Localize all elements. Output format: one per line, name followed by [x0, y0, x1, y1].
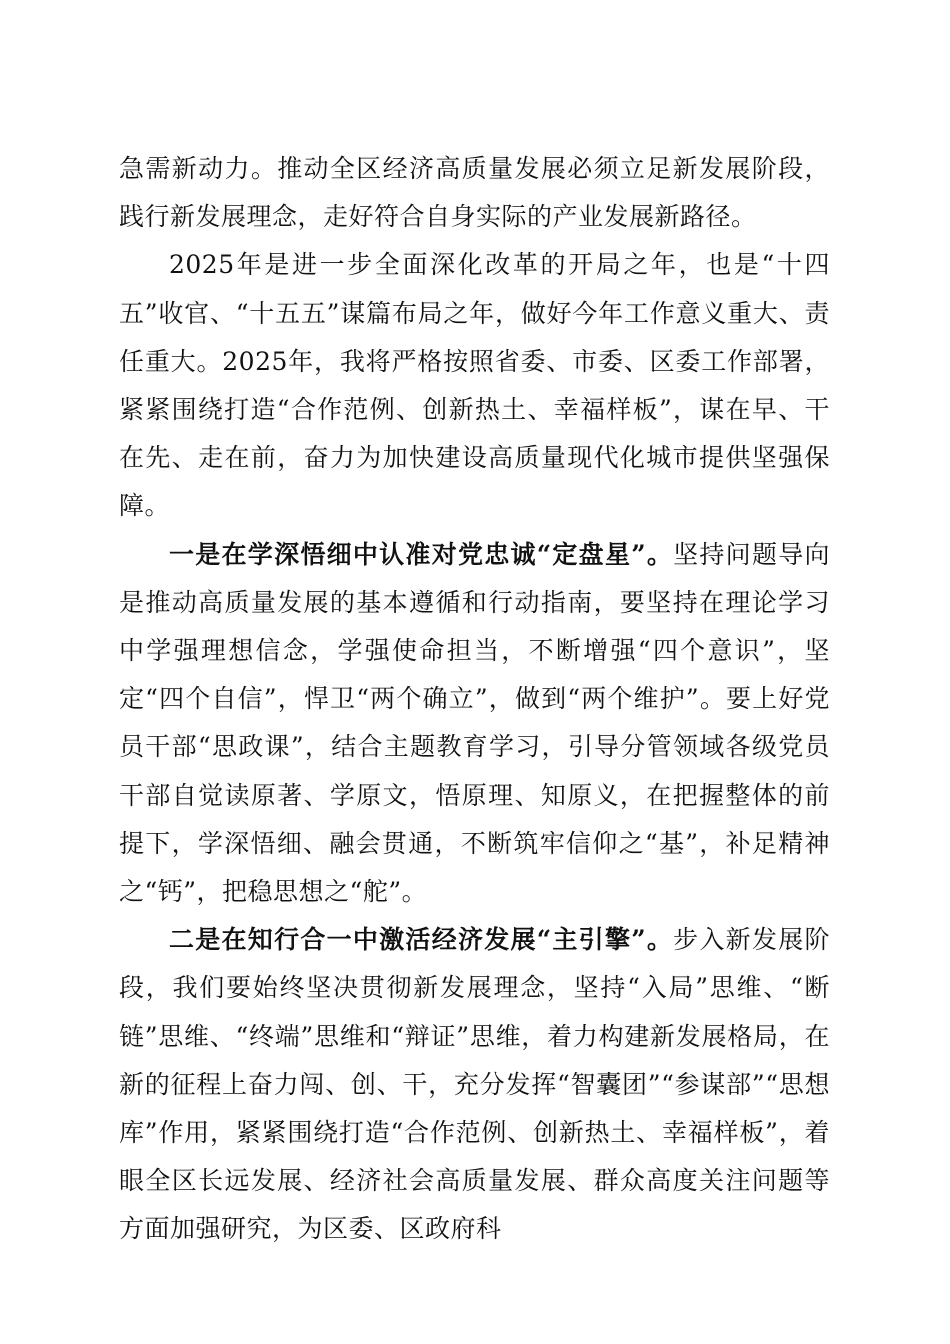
- paragraph-2-text: 2025年是进一步全面深化改革的开局之年，也是“十四五”收官、“十五五”谋篇布局之年，做好今年工作意义重大、责任重大。2025年，我将严格按照省委、市委、区委工作部署，紧紧围绕打造“合作范例、创新热土、幸福样板”，谋在早、干在先、走在前，奋力为加快建设高质量现代化城市提供坚强保障。: [119, 250, 830, 521]
- paragraph-3-lead: 一是在学深悟细中认准对党忠诚“定盘星”。: [169, 539, 674, 569]
- paragraph-1: [119, 145, 830, 241]
- paragraph-3-text: 坚持问题导向是推动高质量发展的基本遵循和行动指南，要坚持在理论学习中学强理想信念，学强使命担当，不断增强“四个意识”，坚定“四个自信”，悍卫“两个确立”，做到“两个维护”。要上好党员干部“思政课”，结合主题教育学习，引导分管领域各级党员干部自觉读原著、学原文，悟原理、知原义，在把握整体的前提下，学深悟细、融会贯通，不断筑牢信仰之“基”，补足精神之“钙”，把稳思想之“舵”。: [119, 539, 830, 907]
- paragraph-4-lead: 二是在知行合一中激活经济发展“主引擎”。: [169, 925, 674, 955]
- document-body: [119, 145, 830, 1254]
- paragraph-3: [119, 531, 830, 917]
- paragraph-4: [119, 916, 830, 1253]
- paragraph-4-text: 步入新发展阶段，我们要始终坚决贯彻新发展理念，坚持“入局”思维、“断链”思维、“终端”思维和“辩证”思维，着力构建新发展格局，在新的征程上奋力闯、创、干，充分发挥“智囊团”“参谋部”“思想库”作用，紧紧围绕打造“合作范例、创新热土、幸福样板”，着眼全区长远发展、经济社会高质量发展、群众高度关注问题等方面加强研究，为区委、区政府科: [119, 925, 830, 1244]
- paragraph-2: [119, 241, 830, 530]
- paragraph-1-text: 急需新动力。推动全区经济高质量发展必须立足新发展阶段，践行新发展理念，走好符合自身实际的产业发展新路径。: [119, 154, 830, 232]
